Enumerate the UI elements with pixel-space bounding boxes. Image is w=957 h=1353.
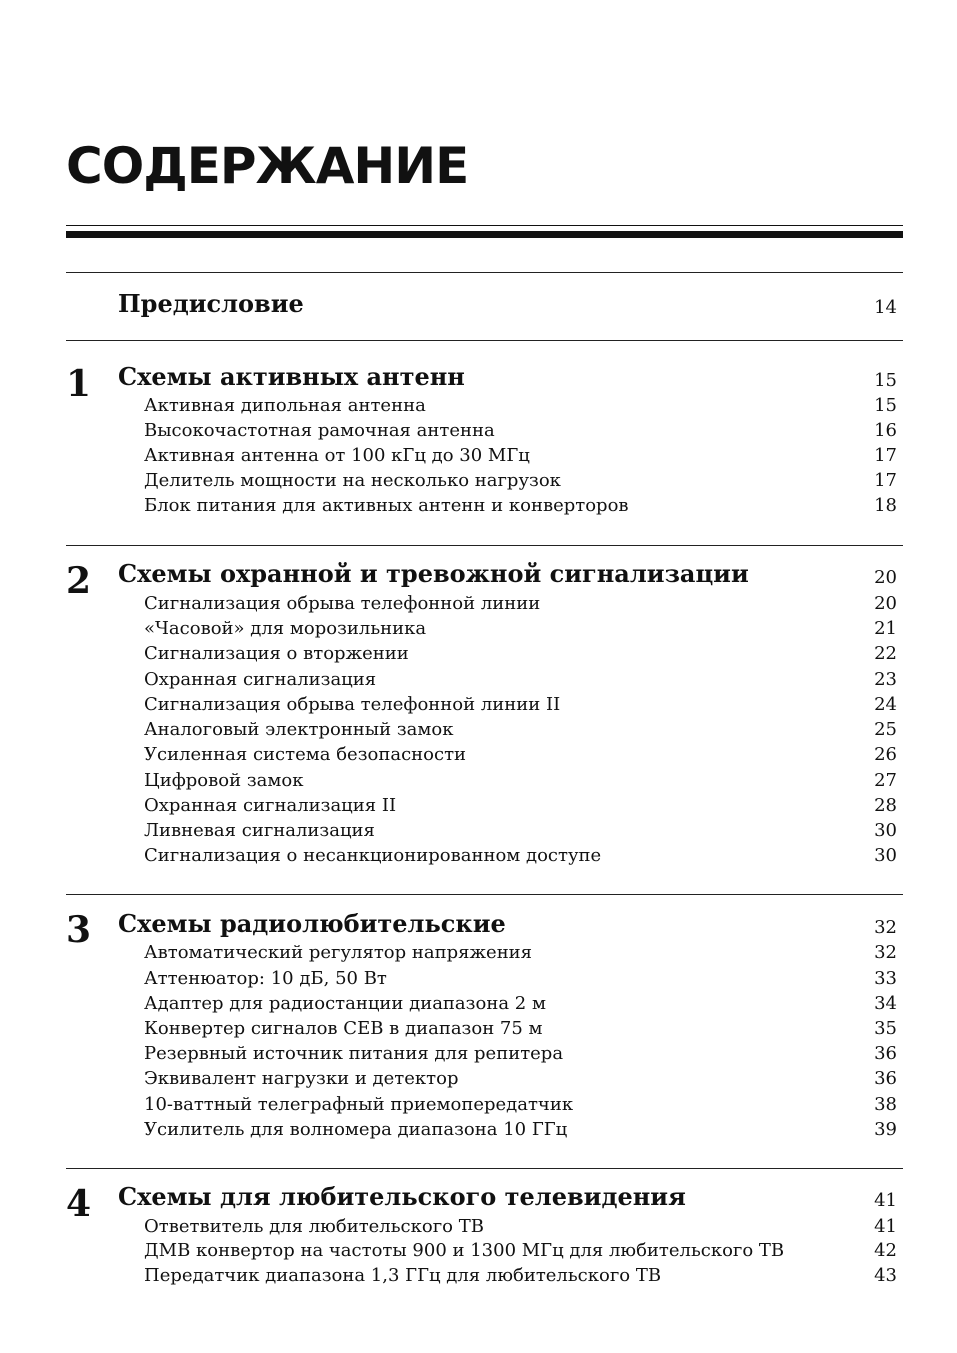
chapter-page: 20 (874, 567, 897, 588)
section-divider (66, 545, 903, 546)
entry-label: Активная дипольная антенна (144, 395, 426, 416)
entry-page: 43 (874, 1265, 897, 1286)
entry-label: Передатчик диапазона 1,3 ГГц для любительского ТВ (144, 1265, 662, 1286)
chapter-number: 3 (66, 909, 92, 951)
preface-label: Предисловие (118, 289, 304, 318)
chapter-number: 1 (66, 363, 92, 405)
chapter-number: 4 (66, 1183, 92, 1225)
entry-label: Автоматический регулятор напряжения (144, 942, 533, 963)
entry-label: Сигнализация обрыва телефонной линии II (144, 694, 561, 715)
entry-label: Активная антенна от 100 кГц до 30 МГц (144, 445, 530, 466)
toc-entry[interactable] (66, 743, 897, 769)
entry-page: 23 (874, 669, 897, 690)
entry-page: 17 (874, 470, 897, 491)
toc-entry[interactable] (66, 967, 897, 993)
toc-entry[interactable] (66, 1239, 897, 1265)
chapter-page: 15 (874, 370, 897, 391)
entry-page: 41 (874, 1216, 897, 1237)
chapter-page: 32 (874, 917, 897, 938)
entry-label: Охранная сигнализация (144, 669, 377, 690)
entry-page: 36 (874, 1068, 897, 1089)
entry-label: Усиленная система безопасности (144, 744, 467, 765)
section-divider (66, 340, 903, 341)
section-divider (66, 1168, 903, 1169)
entry-label: Цифровой замок (144, 770, 304, 791)
page-title: СОДЕРЖАНИЕ (66, 137, 469, 195)
entry-label: Резервный источник питания для репитера (144, 1043, 564, 1064)
entry-label: Аналоговый электронный замок (144, 719, 454, 740)
entry-page: 35 (874, 1018, 897, 1039)
entry-label: Ливневая сигнализация (144, 820, 375, 841)
chapter-title: Схемы охранной и тревожной сигнализации (118, 559, 749, 588)
entry-label: Сигнализация обрыва телефонной линии (144, 593, 541, 614)
toc-entry[interactable] (66, 1118, 897, 1144)
entry-page: 30 (874, 820, 897, 841)
entry-page: 38 (874, 1094, 897, 1115)
entry-page: 42 (874, 1240, 897, 1261)
entry-page: 33 (874, 968, 897, 989)
entry-label: «Часовой» для морозильника (144, 618, 427, 639)
chapter-heading[interactable] (66, 559, 897, 592)
chapter-title: Схемы радиолюбительские (118, 909, 506, 938)
entry-label: Ответвитель для любительского ТВ (144, 1216, 484, 1237)
entry-page: 18 (874, 495, 897, 516)
entry-page: 16 (874, 420, 897, 441)
entry-label: Сигнализация о несанкционированном доступе (144, 845, 602, 866)
entry-label: Адаптер для радиостанции диапазона 2 м (144, 993, 546, 1014)
entry-label: Конвертер сигналов СЕВ в диапазон 75 м (144, 1018, 543, 1039)
chapter-title: Схемы для любительского телевидения (118, 1182, 686, 1211)
toc-entry[interactable] (66, 469, 897, 495)
toc-entry[interactable] (66, 1264, 897, 1290)
toc-entry[interactable] (66, 819, 897, 845)
title-rule-thin (66, 225, 903, 226)
entry-label: 10-ваттный телеграфный приемопередатчик (144, 1094, 574, 1115)
chapter-title: Схемы активных антенн (118, 362, 465, 391)
entry-page: 17 (874, 445, 897, 466)
entry-page: 32 (874, 942, 897, 963)
entry-label: Сигнализация о вторжении (144, 643, 409, 664)
entry-page: 34 (874, 993, 897, 1014)
entry-page: 26 (874, 744, 897, 765)
entry-page: 27 (874, 770, 897, 791)
toc-entry[interactable] (66, 394, 897, 420)
chapter-page: 41 (874, 1190, 897, 1211)
title-rule-thick (66, 231, 903, 238)
toc-entry[interactable] (66, 419, 897, 445)
toc-entry-preface[interactable] (66, 289, 897, 322)
entry-page: 36 (874, 1043, 897, 1064)
entry-page: 15 (874, 395, 897, 416)
entry-label: Блок питания для активных антенн и конверторов (144, 495, 629, 516)
section-divider (66, 272, 903, 273)
chapter-heading[interactable] (66, 362, 897, 395)
chapter-heading[interactable] (66, 909, 897, 942)
toc-entry[interactable] (66, 693, 897, 719)
entry-page: 22 (874, 643, 897, 664)
toc-entry[interactable] (66, 642, 897, 668)
entry-label: Делитель мощности на несколько нагрузок (144, 470, 561, 491)
entry-page: 24 (874, 694, 897, 715)
entry-label: Высокочастотная рамочная антенна (144, 420, 495, 441)
entry-page: 25 (874, 719, 897, 740)
entry-label: Эквивалент нагрузки и детектор (144, 1068, 459, 1089)
entry-label: Аттенюатор: 10 дБ, 50 Вт (144, 968, 387, 989)
toc-entry[interactable] (66, 494, 897, 520)
toc-entry[interactable] (66, 1042, 897, 1068)
chapter-number: 2 (66, 560, 92, 602)
toc-entry[interactable] (66, 1067, 897, 1093)
toc-entry[interactable] (66, 1017, 897, 1043)
toc-entry[interactable] (66, 617, 897, 643)
preface-page: 14 (874, 297, 897, 318)
toc-entry[interactable] (66, 769, 897, 795)
toc-entry[interactable] (66, 718, 897, 744)
chapter-heading[interactable] (66, 1182, 897, 1215)
entry-page: 28 (874, 795, 897, 816)
entry-page: 21 (874, 618, 897, 639)
toc-entry[interactable] (66, 444, 897, 470)
entry-page: 20 (874, 593, 897, 614)
toc-entry[interactable] (66, 1093, 897, 1119)
entry-label: Охранная сигнализация II (144, 795, 397, 816)
toc-entry[interactable] (66, 1215, 897, 1241)
entry-label: Усилитель для волномера диапазона 10 ГГц (144, 1119, 568, 1140)
toc-entry[interactable] (66, 941, 897, 967)
toc-entry[interactable] (66, 794, 897, 820)
section-divider (66, 894, 903, 895)
toc-entry[interactable] (66, 844, 897, 870)
toc-entry[interactable] (66, 992, 897, 1018)
entry-page: 39 (874, 1119, 897, 1140)
toc-entry[interactable] (66, 668, 897, 694)
entry-label: ДМВ конвертор на частоты 900 и 1300 МГц для любительского ТВ (144, 1240, 785, 1261)
toc-entry[interactable] (66, 592, 897, 618)
entry-page: 30 (874, 845, 897, 866)
